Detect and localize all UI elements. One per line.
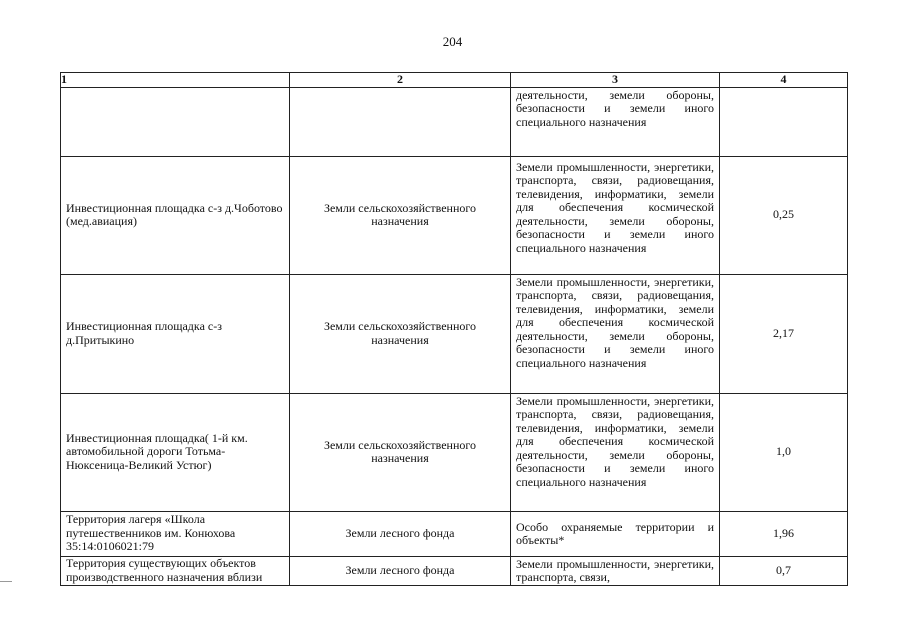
row-category-cell: Земли лесного фонда [290, 556, 511, 585]
row-name-cell: Территория существующих объектов производственного назначения вблизи [61, 556, 290, 585]
column-header-2: 2 [290, 73, 511, 88]
table-row [61, 87, 848, 156]
page-number: 204 [442, 34, 463, 49]
scan-margin-mark [0, 581, 12, 582]
table-row [61, 556, 848, 585]
column-header-3: 3 [511, 73, 720, 88]
row-area-cell: 0,7 [720, 556, 848, 585]
column-header-1: 1 [61, 73, 290, 88]
column-header-4: 4 [720, 73, 848, 88]
row-purpose-cell: Земели промышленности, энергетики, транспорта, связи, радиовещания, телевидения, информатики, земели для обеспечения космической деятельности, земели обороны, безопасности и земели иного специального назначения [511, 274, 720, 393]
row-name-cell: Инвестиционная площадка с-з д.Чоботово (мед.авиация) [61, 156, 290, 274]
row-purpose-cell: Земели промышленности, энергетики, транспорта, связи, [511, 556, 720, 585]
land-allocation-table [60, 72, 848, 586]
row-area-cell: 2,17 [720, 274, 848, 393]
row-name-cell: Инвестиционная площадка( 1-й км. автомобильной дороги Тотьма-Нюксеница-Великий Устюг) [61, 393, 290, 511]
row-name-cell: Инвестиционная площадка с-з д.Притыкино [61, 274, 290, 393]
table-row [61, 511, 848, 556]
table-row [61, 274, 848, 393]
row-area-cell [720, 87, 848, 156]
table-row [61, 156, 848, 274]
row-category-cell [290, 87, 511, 156]
row-purpose-cell: деятельности, земели обороны, безопасности и земели иного специального назначения [511, 87, 720, 156]
row-name-cell [61, 87, 290, 156]
row-category-cell: Земли сельскохозяйственного назначения [290, 393, 511, 511]
row-purpose-cell: Земели промышленности, энергетики, транспорта, связи, радиовещания, телевидения, информатики, земели для обеспечения космической деятельности, земели обороны, безопасности и земели иного специального назначения [511, 156, 720, 274]
row-area-cell: 1,0 [720, 393, 848, 511]
row-name-cell: Территория лагеря «Школа путешественников им. Конюхова 35:14:0106021:79 [61, 511, 290, 556]
row-category-cell: Земли лесного фонда [290, 511, 511, 556]
row-area-cell: 0,25 [720, 156, 848, 274]
row-purpose-cell: Особо охраняемые территории и объекты* [511, 511, 720, 556]
row-category-cell: Земли сельскохозяйственного назначения [290, 156, 511, 274]
row-purpose-cell: Земели промышленности, энергетики, транспорта, связи, радиовещания, телевидения, информатики, земели для обеспечения космической деятельности, земели обороны, безопасности и земели иного специального назначения [511, 393, 720, 511]
row-category-cell: Земли сельскохозяйственного назначения [290, 274, 511, 393]
table-row [61, 393, 848, 511]
table-header-row [61, 73, 848, 88]
row-area-cell: 1,96 [720, 511, 848, 556]
